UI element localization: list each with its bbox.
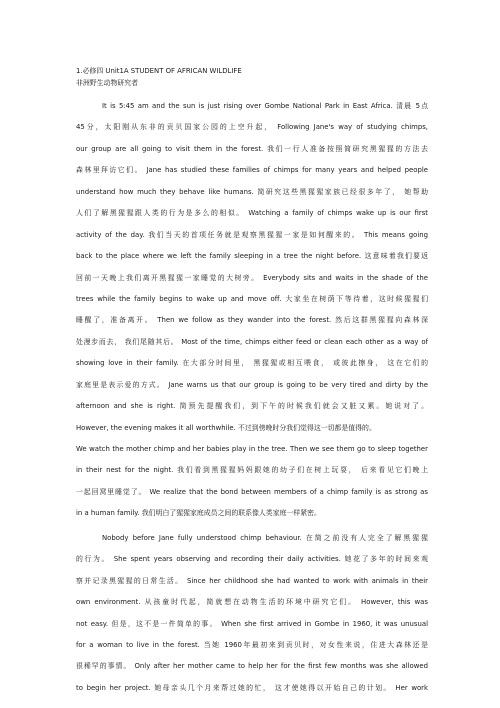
text-line: 察并记录黑猩猩的日常生活。 Since her childhood she had wanted to work with animals in their <box>76 576 428 585</box>
text-line: own environment. 从孩童时代起，简就想在动物生活的环境中研究它们。 However, this was <box>76 598 428 607</box>
text-line: activity of the day. 我们当天的首项任务就是观察黑猩猩一家是如何醒来的。 This means going <box>76 230 428 239</box>
text-line: trees while the family begins to wake up and move off. 大家坐在树荫下等待着，这时候猩猩们 <box>76 294 428 303</box>
paragraph-1 <box>76 96 428 525</box>
text-line: 森林里拜访它们。 Jane has studied these families of chimps for many years and helped people <box>76 166 428 175</box>
text-line: However, the evening makes it all worthwhile. 不过到傍晚时分我们觉得这一切都是值得的。 <box>76 423 376 432</box>
text-line: Nobody before Jane fully understood chimp behaviour. 在简之前没有人完全了解黑猩猩 <box>102 533 428 542</box>
paragraph-2 <box>76 528 428 700</box>
text-line: in their nest for the night. 我们看到黑猩猩妈妈跟她的幼子们在树上玩耍， 后来看见它们晚上 <box>76 466 428 475</box>
document-subtitle: 非洲野生动物研究者 <box>76 79 139 87</box>
document-title: 1.必修四 Unit1A STUDENT OF AFRICAN WILDLIFE <box>76 67 242 75</box>
text-line: our group are all going to visit them in the forest. 我们一行人准备按照简研究黑猩猩的方法去 <box>76 144 428 153</box>
text-line: 很稀罕的事情。 Only after her mother came to help her for the first few months was she allowed <box>76 662 428 671</box>
text-line: 45分，太阳刚从东非的贡贝国家公园的上空升起， Following Jane's way of studying chimps, <box>76 123 428 132</box>
text-line: understand how much they behave like humans. 简研究这些黑猩猩家族已经很多年了， 她帮助 <box>76 187 428 196</box>
text-line: 家庭里是表示爱的方式。 Jane warns us that our group is going to be very tired and dirty by the <box>76 380 428 389</box>
text-line: to begin her project. 她母亲头几个月来帮过她的忙， 这才使她得以开始自己的计划。 Her work <box>76 683 428 692</box>
text-line: for a woman to live in the forest. 当她 1960年最初来到贡贝时，对女性来说，住进大森林还是 <box>76 640 428 649</box>
text-line: It is 5:45 am and the sun is just rising over Gombe National Park in East Africa. 清晨 5点 <box>102 102 428 110</box>
text-line: in a human family. 我们明白了猩猩家庭成员之间的联系像人类家庭一样紧密。 <box>76 509 321 518</box>
text-line: back to the place where we left the family sleeping in a tree the night before. 这意味着我们要返 <box>76 252 428 261</box>
text-line: 处漫步而去， 我们尾随其后。 Most of the time, chimps either feed or clean each other as a way of <box>76 337 428 346</box>
text-line: showing love in their family. 在大部分时间里， 黑猩猩或相互喂食， 或彼此擦身， 这在它们的 <box>76 359 428 368</box>
text-line: not easy. 但是，这不是一件简单的事。 When she first arrived in Gombe in 1960, it was unusual <box>76 619 428 628</box>
text-line: afternoon and she is right. 简预先提醒我们，到下午的时候我们就会又脏又累。她说对了。 <box>76 402 428 411</box>
text-line: 一起回窝里睡觉了。 We realize that the bond between members of a chimp family is as strong as <box>76 487 428 496</box>
text-line: 睡醒了，准备离开。 Then we follow as they wander into the forest. 然后这群黑猩猩向森林深 <box>76 316 428 325</box>
text-line: 人们了解黑猩猩跟人类的行为是多么的相似。 Watching a family of chimps wake up is our first <box>76 209 428 218</box>
text-line: 的行为。 She spent years observing and recording their daily activities. 她花了多年的时间来观 <box>76 555 428 564</box>
text-line: We watch the mother chimp and her babies play in the tree. Then we see them go to sleep together <box>76 445 428 453</box>
text-line: 回前一天晚上我们离开黑猩猩一家睡觉的大树旁。 Everybody sits and waits in the shade of the <box>76 273 428 282</box>
document-page <box>76 66 428 699</box>
